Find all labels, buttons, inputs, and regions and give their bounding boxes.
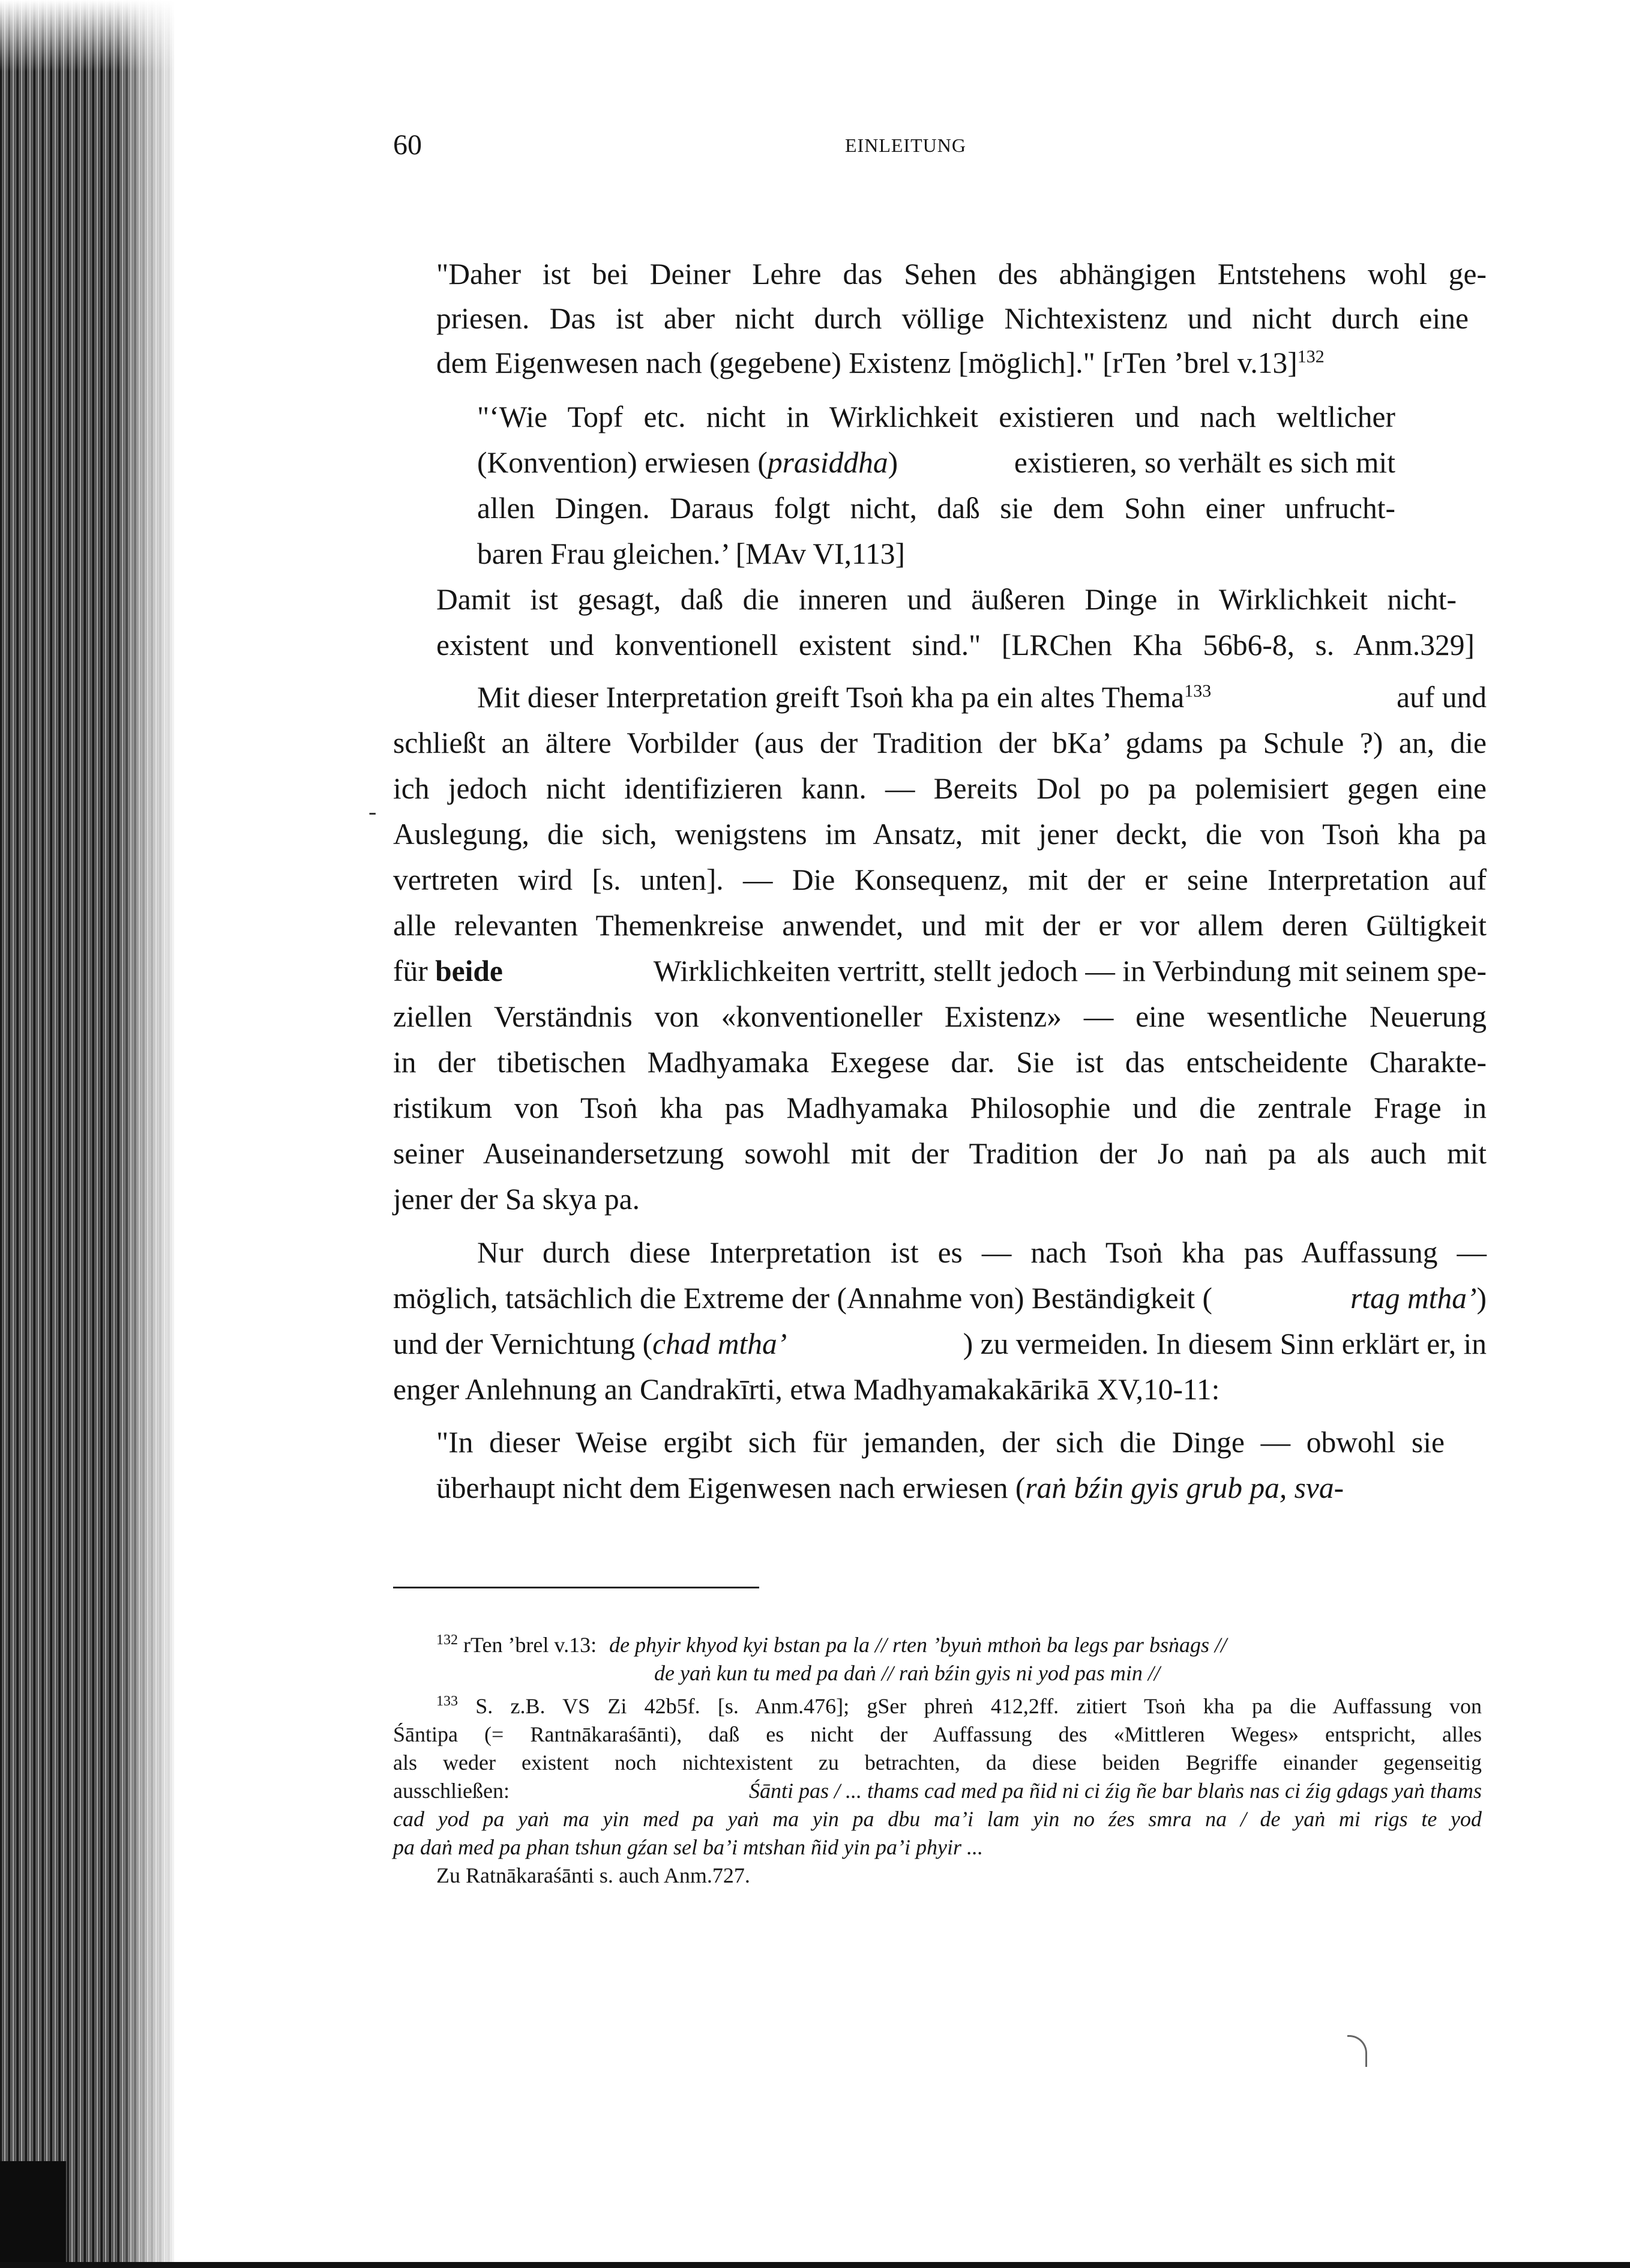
quote2-line-2: (Konvention) erwiesen (prasiddha) existieren, so verhält es sich mit xyxy=(477,441,1395,485)
quote1-line-3 xyxy=(436,341,1325,385)
para2-line-3-text: und der Vernichtung ( xyxy=(393,1327,653,1360)
quote2-line-4: baren Frau gleichen.’ [MAv VI,113] xyxy=(477,537,905,570)
term-ran-bzin-gyis-grub-pa: raṅ bźin gyis grub pa, sva- xyxy=(1025,1471,1344,1504)
footnote-133-number: 133 xyxy=(436,1693,458,1709)
para1-line-2: schließt an ältere Vorbilder (aus der Tradition der bKa’ gdams pa Schule ?) an, die xyxy=(393,726,1487,759)
quote2-line-1: "‘Wie Topf etc. nicht in Wirklichkeit existieren und nach weltlicher xyxy=(477,400,1395,433)
quote1-line-1: "Daher ist bei Deiner Lehre das Sehen des abhängigen Entstehens wohl ge- xyxy=(436,258,1487,291)
para1-line-12: jener der Sa skya pa. xyxy=(393,1183,640,1216)
para1-line-6: alle relevanten Themenkreise anwendet, und mit der er vor allem deren Gültigkeit xyxy=(393,909,1487,942)
para1-line-1-end: auf und xyxy=(1397,681,1487,714)
para1-line-7-pre: für xyxy=(393,955,436,988)
quote4-line-2 xyxy=(436,1466,1344,1510)
para1-line-1 xyxy=(477,675,1487,720)
spine-bottom-dark xyxy=(0,2161,66,2268)
footnote-133-line-1 xyxy=(436,1693,1482,1719)
quote3-line-1: Damit ist gesagt, daß die inneren und äußeren Dinge in Wirklichkeit nicht- xyxy=(436,583,1457,616)
footnote-133-line-4-pre: ausschließen: xyxy=(393,1779,510,1803)
para1-line-7 xyxy=(393,949,1487,994)
quote4-line-1: "In dieser Weise ergibt sich für jemanden, der sich die Dinge — obwohl sie xyxy=(436,1426,1445,1459)
footnote-133-line-6 xyxy=(393,1834,983,1860)
running-head: EINLEITUNG xyxy=(845,134,966,156)
footnote-133-tibetan-2: cad yod pa yaṅ ma yin med pa yaṅ ma yin pa dbu ma’i lam yin no źes smra na / de yaṅ mi rigs te yod xyxy=(393,1807,1482,1831)
quote1-line-3-text: dem Eigenwesen nach (gegebene) Existenz [möglich]." [rTen ’brel v.13] xyxy=(436,346,1298,379)
footnote-separator xyxy=(393,1587,759,1588)
footnote-133-tibetan-3: pa daṅ med pa phan tshun gźan sel ba’i mtshan ñid yin pa’i phyir ... xyxy=(393,1835,983,1859)
para1-line-8: ziellen Verständnis von «konventioneller Existenz» — eine wesentliche Neuerung xyxy=(393,1000,1487,1033)
quote2-line-2-rest: existieren, so verhält es sich mit xyxy=(1014,446,1395,479)
footnote-132-number: 132 xyxy=(436,1632,458,1648)
term-chad-mtha: chad mtha’ xyxy=(652,1327,787,1360)
footnote-133-text-1: S. z.B. VS Zi 42b5f. [s. Anm.476]; gSer phreṅ 412,2ff. zitiert Tsoṅ kha pa die Auffassung von xyxy=(475,1694,1482,1718)
para2-line-2 xyxy=(393,1276,1487,1321)
footnote-ref-133: 133 xyxy=(1184,681,1212,701)
page-number: 60 xyxy=(393,129,422,161)
para1-line-5: vertreten wird [s. unten]. — Die Konsequenz, mit der er seine Interpretation auf xyxy=(393,863,1487,896)
footnote-133-line-2: Śāntipa (= Rantnākaraśānti), daß es nicht der Auffassung des «Mittleren Weges» entspricht, alles xyxy=(393,1722,1482,1746)
term-prasiddha: prasiddha xyxy=(767,446,888,479)
scan-bottom-edge xyxy=(0,2262,1630,2268)
para1-line-1-text: Mit dieser Interpretation greift Tsoṅ kha pa ein altes Thema$^{133}$ xyxy=(477,681,1212,714)
para1-line-9: in der tibetischen Madhyamaka Exegese dar. Sie ist das entscheidente Charakte- xyxy=(393,1046,1487,1079)
footnote-133-line-7: Zu Ratnākaraśānti s. auch Anm.727. xyxy=(436,1863,750,1887)
footnote-132-label: rTen ’brel v.13: xyxy=(463,1633,597,1657)
quote4-line-2-text: überhaupt nicht dem Eigenwesen nach erwiesen ( xyxy=(436,1471,1026,1504)
term-rtag-mtha: rtag mtha’ xyxy=(1350,1282,1477,1315)
para1-line-11: seiner Auseinandersetzung sowohl mit der Tradition der Jo naṅ pa als auch mit xyxy=(393,1137,1487,1170)
footnote-133-line-5 xyxy=(393,1806,1482,1832)
para2-line-4: enger Anlehnung an Candrakīrti, etwa Madhyamakakārikā XV,10-11: xyxy=(393,1373,1220,1406)
para2-line-1: Nur durch diese Interpretation ist es — nach Tsoṅ kha pas Auffassung — xyxy=(477,1236,1487,1269)
spine-top-fade xyxy=(0,0,174,72)
para2-line-3-rest: ) zu vermeiden. In diesem Sinn erklärt er, in xyxy=(963,1327,1487,1360)
footnote-ref-132: 132 xyxy=(1297,346,1325,367)
emphasis-beide: beide xyxy=(435,955,503,988)
para2-line-2-text: möglich, tatsächlich die Extreme der (Annahme von) Beständigkeit ( xyxy=(393,1282,1212,1315)
footnote-132-line-1 xyxy=(436,1632,1227,1658)
footnote-132-line-2 xyxy=(654,1660,1160,1686)
para1-line-4: Auslegung, die sich, wenigstens im Ansatz, mit jener deckt, die von Tsoṅ kha pa xyxy=(393,818,1487,851)
quote2-convention-text: (Konvention) erwiesen ( xyxy=(477,446,768,479)
para1-line-7-rest: Wirklichkeiten vertritt, stellt jedoch — in Verbindung mit seinem spe- xyxy=(653,955,1487,988)
margin-dash-mark: - xyxy=(368,798,377,825)
para2-line-3 xyxy=(393,1322,1487,1366)
footnote-133-tibetan-1: Śānti pas / ... thams cad med pa ñid ni ci źig ñe bar blaṅs nas ci źig gdags yaṅ thams xyxy=(749,1779,1482,1803)
quote1-line-2: priesen. Das ist aber nicht durch völlige Nichtexistenz und nicht durch eine xyxy=(436,302,1469,335)
footnote-132-verse-1: de phyir khyod kyi bstan pa la // rten ’byuṅ mthoṅ ba legs par bsṅags // xyxy=(609,1633,1227,1657)
spine-shadow xyxy=(117,0,183,2268)
footnote-133-line-3: als weder existent noch nichtexistent zu betrachten, da diese beiden Begriffe einander gegenseitig xyxy=(393,1751,1482,1775)
quote3-line-2: existent und konventionell existent sind." [LRChen Kha 56b6-8, s. Anm.329] xyxy=(436,629,1475,662)
para1-line-3: ich jedoch nicht identifizieren kann. — Bereits Dol po pa polemisiert gegen eine xyxy=(393,772,1487,805)
footnote-133-line-4 xyxy=(393,1778,1482,1804)
scan-corner-mark xyxy=(1347,2035,1367,2067)
para1-line-10: ristikum von Tsoṅ kha pas Madhyamaka Philosophie und die zentrale Frage in xyxy=(393,1091,1487,1124)
footnote-132-verse-2: de yaṅ kun tu med pa daṅ // raṅ bźin gyis ni yod pas min // xyxy=(654,1661,1160,1685)
quote2-line-3: allen Dingen. Daraus folgt nicht, daß sie dem Sohn einer unfrucht- xyxy=(477,492,1395,525)
para2-line-2-close: ) xyxy=(1476,1282,1487,1315)
